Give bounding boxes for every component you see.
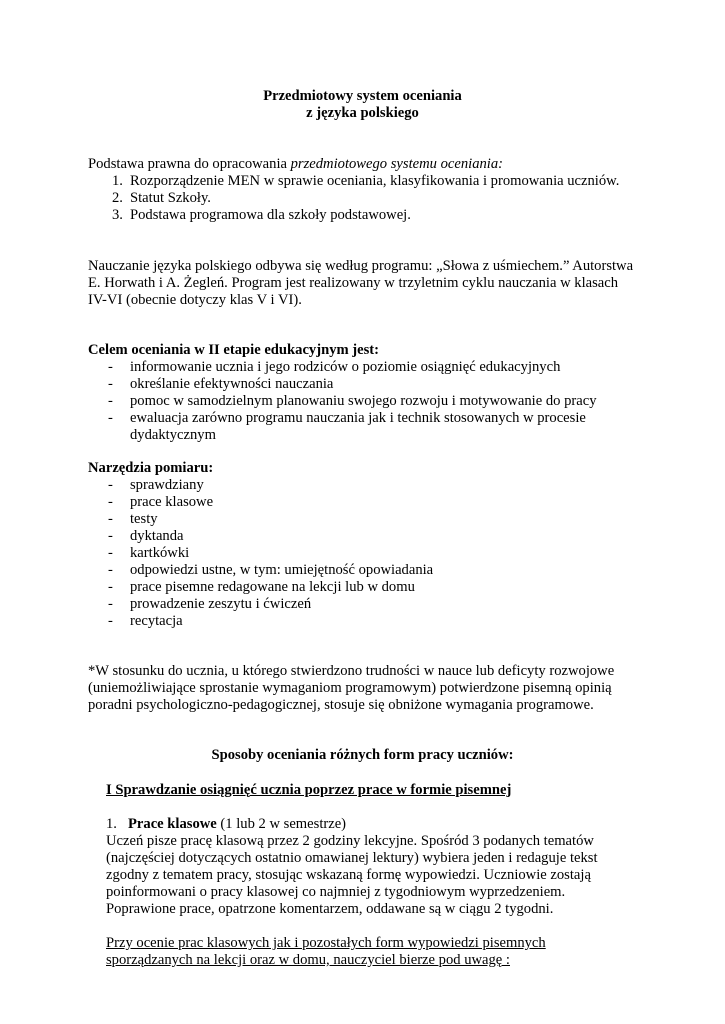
tools-item-text: kartkówki <box>130 545 190 561</box>
tools-item-text: odpowiedzi ustne, w tym: umiejętność opowiadania <box>130 562 434 578</box>
tools-item-text: testy <box>130 511 158 527</box>
tools-item-text: prace klasowe <box>130 494 214 510</box>
methods-heading: Sposoby oceniania różnych form pracy uczniów: <box>211 747 514 763</box>
bullet-dash: - <box>108 613 113 629</box>
bullet-dash: - <box>108 511 113 527</box>
program-line: E. Horwath i A. Żegleń. Program jest realizowany w trzyletnim cyklu nauczania w klasach <box>88 275 619 291</box>
title-line-1: Przedmiotowy system oceniania <box>263 88 462 104</box>
basis-item-text: Podstawa programowa dla szkoły podstawowej. <box>130 207 411 223</box>
goals-item-text: pomoc w samodzielnym planowaniu swojego rozwoju i motywowanie do pracy <box>130 393 597 409</box>
bullet-dash: - <box>108 376 113 392</box>
basis-intro-plain: Podstawa prawna do opracowania <box>88 156 291 172</box>
basis-item-text: Statut Szkoły. <box>130 190 211 206</box>
tools-item-text: recytacja <box>130 613 183 629</box>
bullet-dash: - <box>108 393 113 409</box>
bullet-dash: - <box>108 494 113 510</box>
goals-item-text: informowanie ucznia i jego rodziców o poziomie osiągnięć edukacyjnych <box>130 359 561 375</box>
bullet-dash: - <box>108 596 113 612</box>
subsection-title: Prace klasowe <box>128 816 217 832</box>
assessment-criteria-line: Przy ocenie prac klasowych jak i pozostałych form wypowiedzi pisemnych <box>106 935 546 951</box>
subsection-qualifier: (1 lub 2 w semestrze) <box>216 816 347 832</box>
goals-heading: Celem oceniania w II etapie edukacyjnym jest: <box>88 342 380 358</box>
section-heading-written-work: I Sprawdzanie osiągnięć ucznia poprzez prace w formie pisemnej <box>106 782 512 798</box>
bullet-dash: - <box>108 528 113 544</box>
bullet-dash: - <box>108 410 113 426</box>
bullet-dash: - <box>108 562 113 578</box>
basis-item-number: 1. <box>112 173 123 189</box>
class-tests-paragraph-line: poinformowani o pracy klasowej co najmniej z tygodniowym wyprzedzeniem. <box>106 884 566 900</box>
class-tests-paragraph-line: Poprawione prace, opatrzone komentarzem, oddawane są w ciągu 2 tygodni. <box>106 901 554 917</box>
bullet-dash: - <box>108 477 113 493</box>
class-tests-paragraph-line: (najczęściej dotyczących ostatnio omawianej lektury) wybiera jeden i redaguje tekst <box>106 850 598 866</box>
program-line: IV-VI (obecnie dotyczy klas V i VI). <box>88 292 302 308</box>
note-line: *W stosunku do ucznia, u którego stwierdzono trudności w nauce lub deficyty rozwojowe <box>88 663 615 679</box>
tools-heading: Narzędzia pomiaru: <box>88 460 214 476</box>
tools-item-text: sprawdziany <box>130 477 204 493</box>
assessment-criteria-line: sporządzanych na lekcji oraz w domu, nauczyciel bierze pod uwagę : <box>106 952 510 968</box>
subsection-title-line <box>128 816 346 833</box>
goals-item-text: określanie efektywności nauczania <box>130 376 334 392</box>
class-tests-paragraph-line: Uczeń pisze pracę klasową przez 2 godziny lekcyjne. Spośród 3 podanych tematów <box>106 833 594 849</box>
bullet-dash: - <box>108 545 113 561</box>
basis-intro-italic: przedmiotowego systemu oceniania: <box>290 156 504 172</box>
goals-item-text: ewaluacja zarówno programu nauczania jak i technik stosowanych w procesie <box>130 410 586 426</box>
basis-item-number: 2. <box>112 190 123 206</box>
tools-item-text: dyktanda <box>130 528 184 544</box>
note-line: poradni psychologiczno-pedagogicznej, stosuje się obniżone wymagania programowe. <box>88 697 594 713</box>
tools-item-text: prowadzenie zeszytu i ćwiczeń <box>130 596 312 612</box>
bullet-dash: - <box>108 359 113 375</box>
class-tests-paragraph-line: zgodny z tematem pracy, stosując wskazaną formę wypowiedzi. Uczniowie zostają <box>106 867 591 883</box>
tools-item-text: prace pisemne redagowane na lekcji lub w domu <box>130 579 415 595</box>
basis-item-number: 3. <box>112 207 123 223</box>
goals-item-continuation-text: dydaktycznym <box>130 427 216 443</box>
basis-item-text: Rozporządzenie MEN w sprawie oceniania, klasyfikowania i promowania uczniów. <box>130 173 620 189</box>
bullet-dash: - <box>108 579 113 595</box>
basis-intro <box>88 156 503 173</box>
program-line: Nauczanie języka polskiego odbywa się według programu: „Słowa z uśmiechem.” Autorstwa <box>88 258 634 274</box>
subsection-number: 1. <box>106 816 117 832</box>
note-line: (uniemożliwiające sprostanie wymaganiom programowym) potwierdzone pisemną opinią <box>88 680 612 696</box>
title-line-2: z języka polskiego <box>306 105 419 121</box>
